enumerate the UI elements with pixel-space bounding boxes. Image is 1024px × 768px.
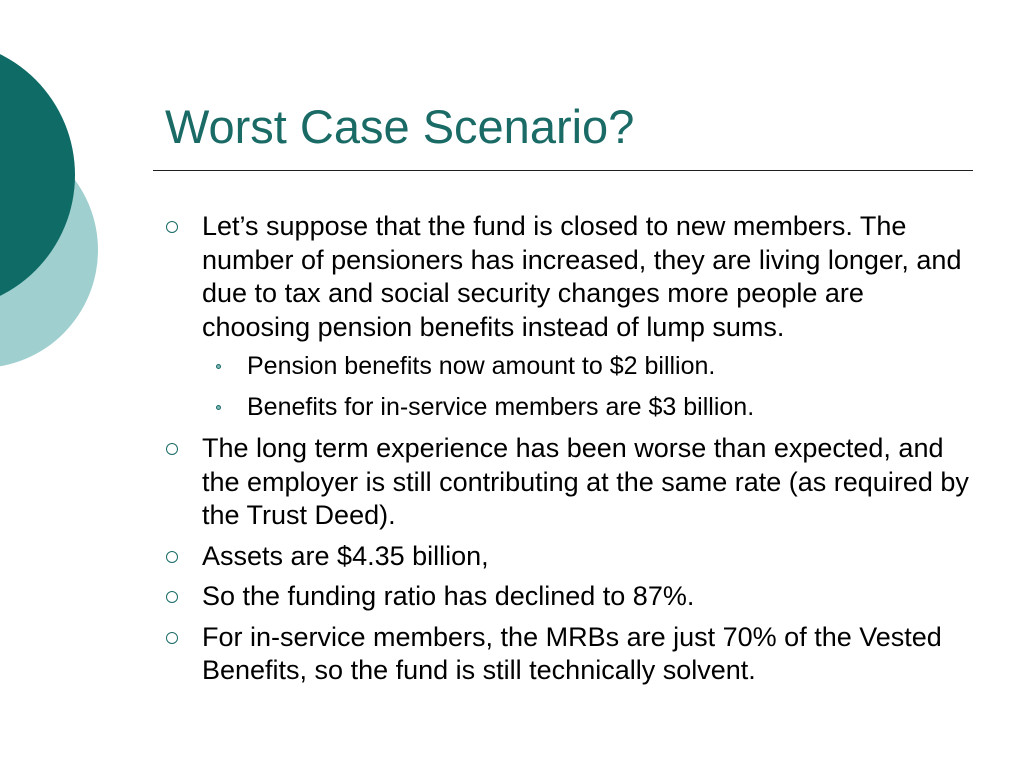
- bullet-text: Assets are $4.35 billion,: [202, 540, 489, 571]
- hollow-circle-bullet-icon: [166, 221, 178, 233]
- dot-bullet-icon: [216, 405, 221, 410]
- hollow-circle-bullet-icon: [166, 551, 178, 563]
- sub-bullet-item: [202, 391, 970, 424]
- bullet-text: So the funding ratio has declined to 87%.: [202, 581, 695, 611]
- hollow-circle-bullet-icon: [166, 443, 178, 455]
- decorative-circles: [0, 0, 110, 420]
- sub-bullet-list: [202, 350, 970, 424]
- title-divider: [153, 170, 973, 171]
- bullet-list: [160, 210, 970, 695]
- sub-bullet-text: Benefits for in-service members are $3 billion.: [247, 393, 755, 421]
- bullet-text: The long term experience has been worse than expected, and the employer is still contributing at the same rate (as required by the Trust Deed).: [202, 433, 969, 530]
- sub-bullet-text: Pension benefits now amount to $2 billion.: [247, 352, 716, 380]
- bullet-item: [160, 580, 970, 614]
- slide-title: Worst Case Scenario?: [165, 100, 635, 153]
- bullet-item: [160, 210, 970, 424]
- bullet-item: [160, 432, 970, 533]
- sub-bullet-item: [202, 350, 970, 383]
- bullet-item: [160, 540, 970, 574]
- hollow-circle-bullet-icon: [166, 632, 178, 644]
- dot-bullet-icon: [216, 364, 221, 369]
- hollow-circle-bullet-icon: [166, 591, 178, 603]
- bullet-text: For in-service members, the MRBs are just 70% of the Vested Benefits, so the fund is still technically solvent.: [202, 621, 942, 685]
- bullet-text: Let’s suppose that the fund is closed to new members. The number of pensioners has increased, they are living longer, and due to tax and social security changes more people are choosing pension benefits instead of lump sums.: [202, 211, 962, 342]
- bullet-item: [160, 621, 970, 688]
